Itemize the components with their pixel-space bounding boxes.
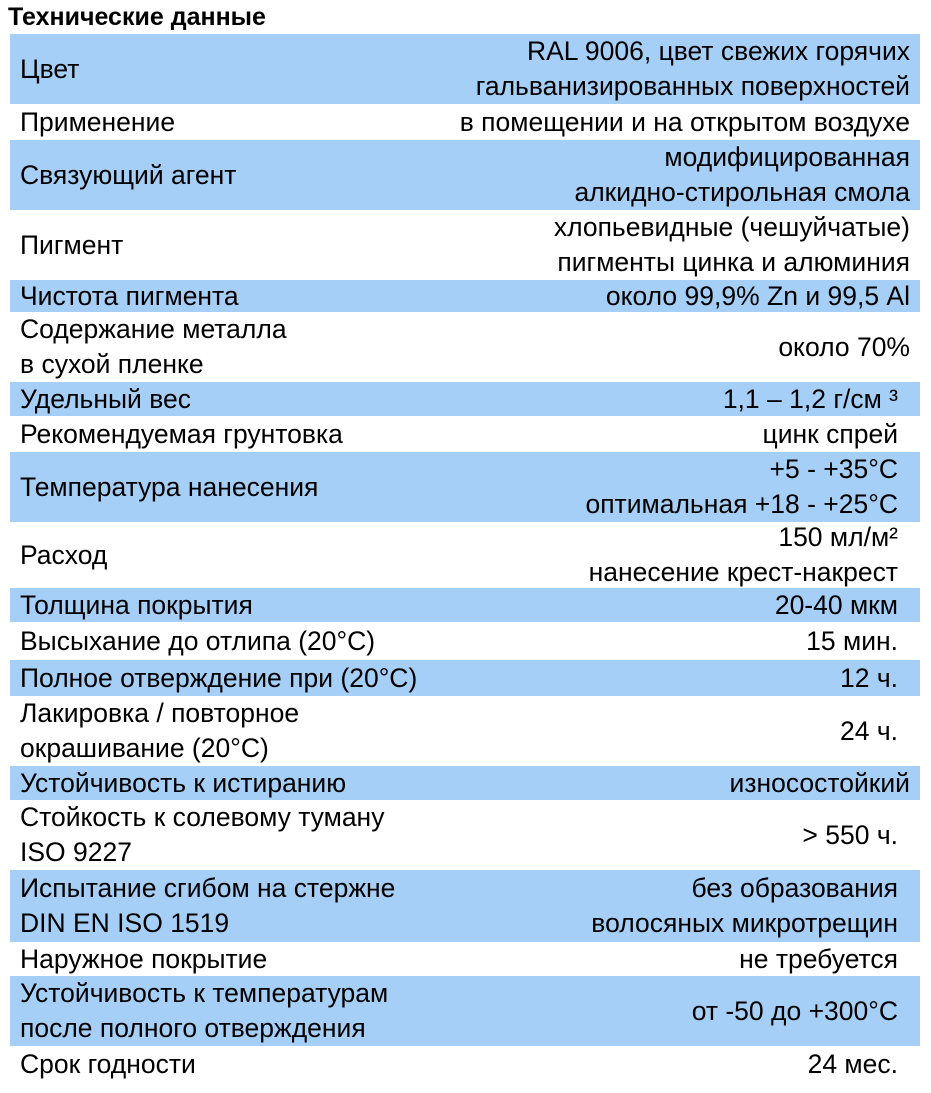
tech-data-table [10,34,920,1082]
row-label: Высыхание до отлипа (20°C) [20,625,376,656]
row-value: > 550 ч. [802,819,898,850]
table-row-bend-test [10,870,920,942]
row-value: хлопьевидные (чешуйчатые) пигменты цинка и алюминия [553,212,910,277]
row-label: Рекомендуемая грунтовка [20,418,343,449]
row-label: Стойкость к солевому туману ISO 9227 [20,802,385,867]
row-label: Полное отверждение при (20°C) [20,662,418,693]
table-row-color [10,34,920,104]
row-label: Наружное покрытие [20,943,268,974]
row-value: без образования волосяных микротрещин [591,873,898,938]
row-label: Лакировка / повторное окрашивание (20°C) [20,698,300,763]
row-value: цинк спрей [762,418,898,449]
row-label: Применение [20,106,176,137]
row-label: Чистота пигмента [20,280,239,311]
table-row-binder [10,140,920,210]
table-row-pigment [10,210,920,280]
table-row-consumption [10,522,920,588]
row-label: Расход [20,539,108,570]
table-row-full-cure [10,660,920,696]
table-row-application-temperature [10,452,920,522]
row-label: Удельный вес [20,383,191,414]
table-row-shelf-life [10,1046,920,1082]
row-value: +5 - +35°C оптимальная +18 - +25°C [585,454,898,519]
section-title: Технические данные [8,3,266,31]
row-value: 24 мес. [807,1048,898,1079]
row-value: 24 ч. [839,715,898,746]
row-value: 20-40 мкм [774,589,898,620]
row-label: Связующий агент [20,159,237,190]
row-value: износостойкий [729,767,910,798]
table-row-coating-thickness [10,588,920,622]
table-row-tack-free-time [10,622,920,660]
row-label: Устойчивость к истиранию [20,767,347,798]
table-row-specific-gravity [10,382,920,416]
row-value: RAL 9006, цвет свежих горячих гальванизированных поверхностей [475,36,910,101]
table-row-salt-spray [10,800,920,870]
row-value: 15 мин. [806,625,898,656]
table-row-application [10,104,920,140]
row-value: в помещении и на открытом воздухе [459,106,910,137]
row-value: 12 ч. [839,662,898,693]
table-row-abrasion-resistance [10,766,920,800]
row-value: от -50 до +300°C [691,995,898,1026]
table-row-temperature-resistance [10,976,920,1046]
table-row-metal-content [10,312,920,382]
row-label: Цвет [20,53,80,84]
row-label: Содержание металла в сухой пленке [20,314,287,379]
row-value: 150 мл/м² нанесение крест-накрест [588,522,898,587]
row-label: Толщина покрытия [20,589,253,620]
row-value: около 70% [778,331,910,362]
row-value: около 99,9% Zn и 99,5 Al [605,280,910,311]
row-value: 1,1 – 1,2 г/см ³ [722,383,898,414]
table-row-top-coat [10,942,920,976]
table-row-primer [10,416,920,452]
row-label: Срок годности [20,1048,196,1079]
row-value: модифицированная алкидно-стирольная смола [574,142,910,207]
row-value: не требуется [739,943,898,974]
row-label: Температура нанесения [20,471,319,502]
row-label: Устойчивость к температурам после полного отверждения [20,978,389,1043]
row-label: Испытание сгибом на стержне DIN EN ISO 1519 [20,873,396,938]
table-row-recoating [10,696,920,766]
table-row-pigment-purity [10,280,920,312]
row-label: Пигмент [20,229,124,260]
